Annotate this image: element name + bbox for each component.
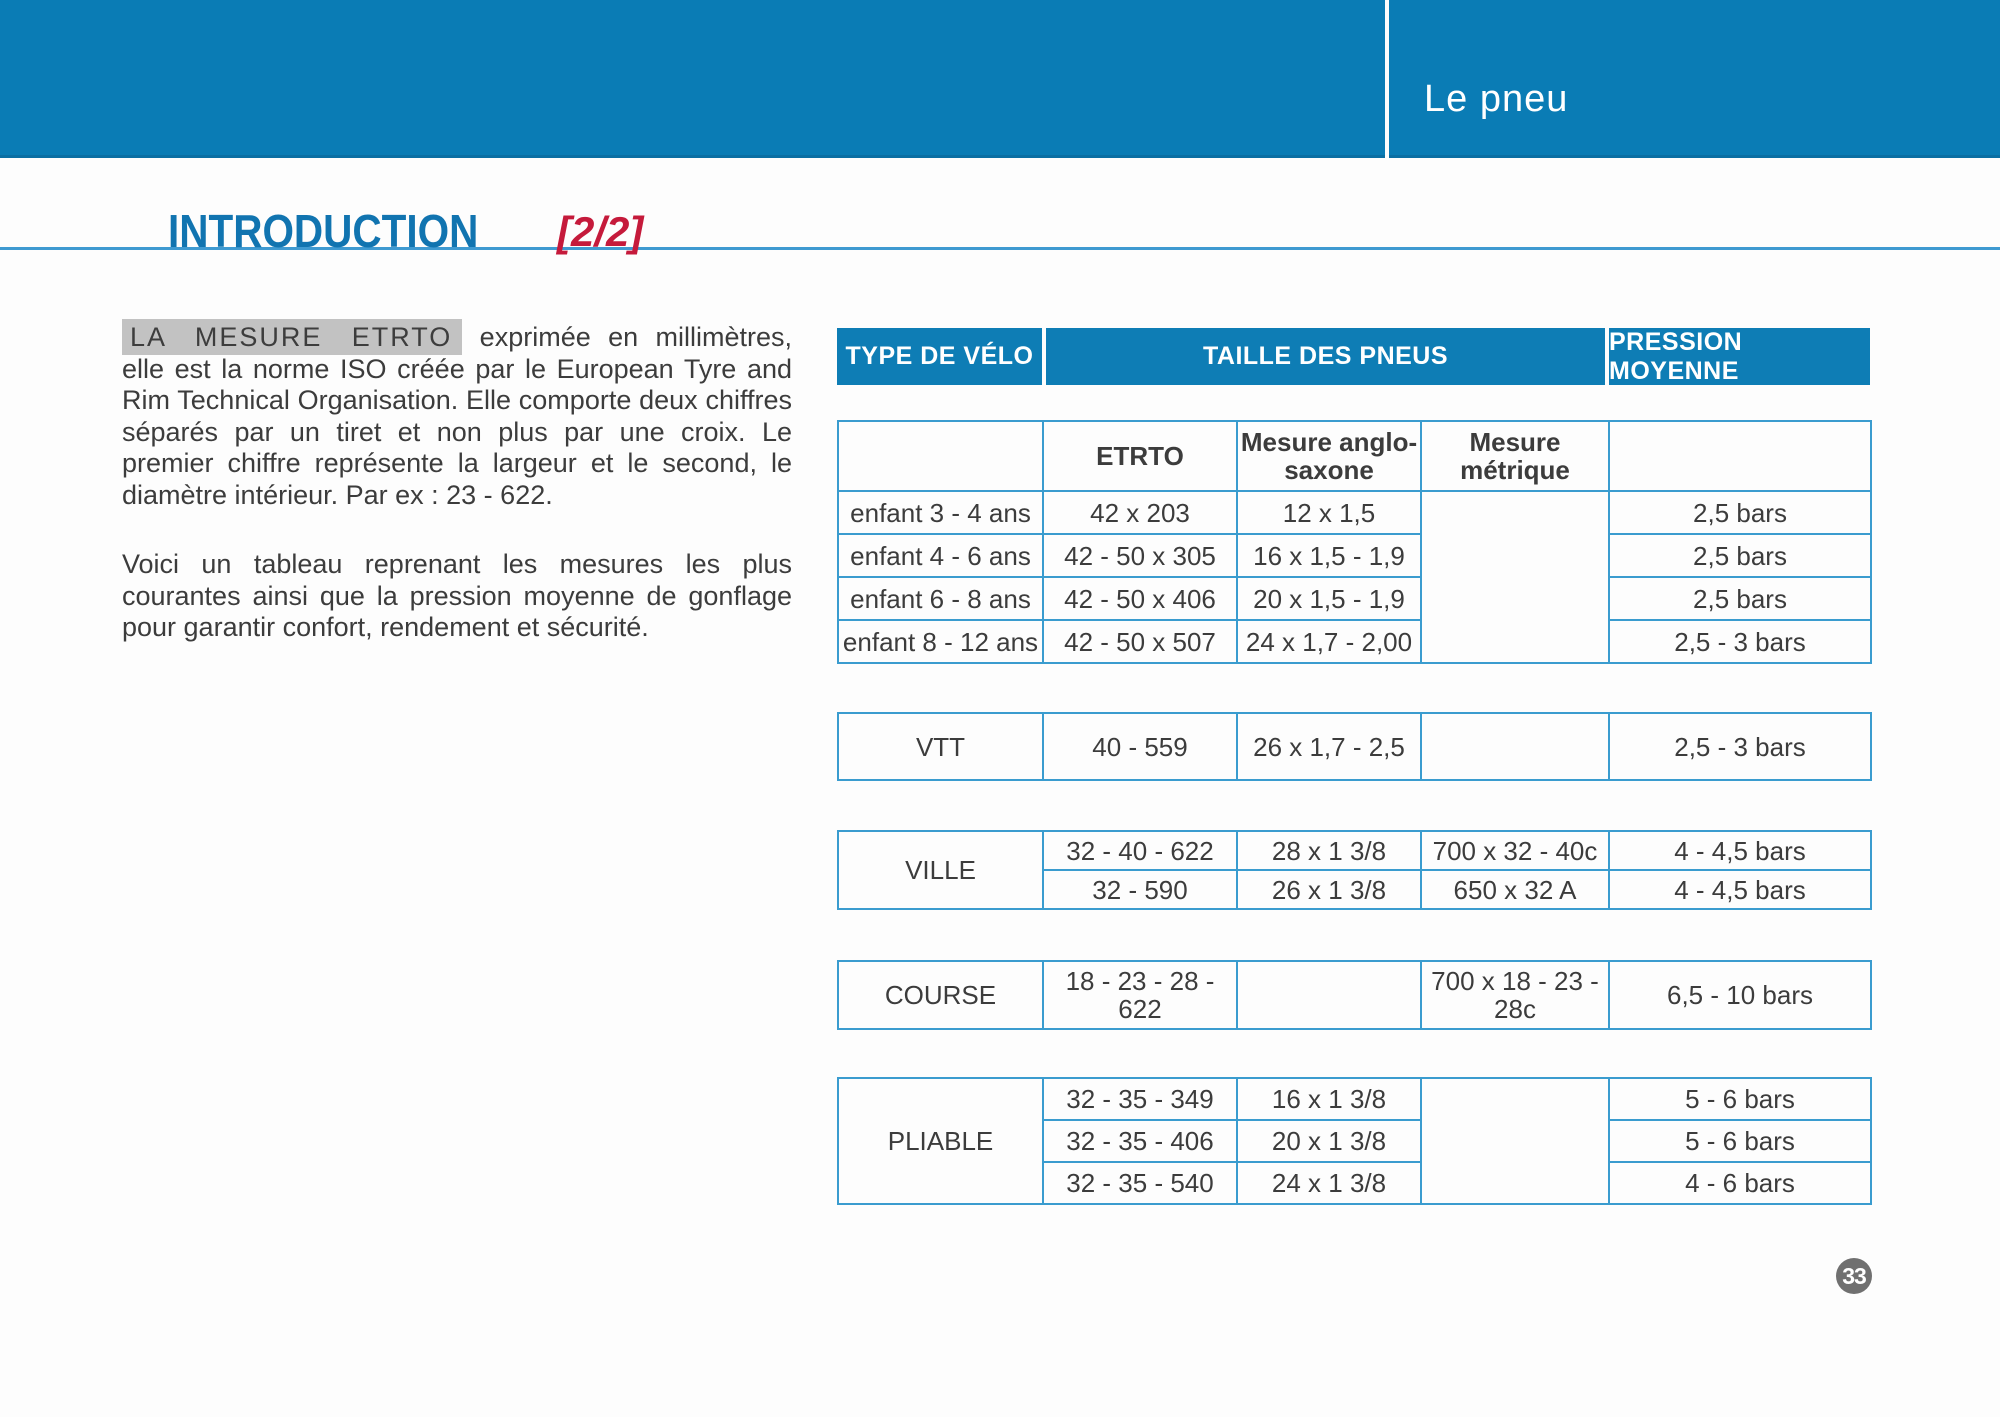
- header-type-de-velo: TYPE DE VÉLO: [837, 328, 1042, 385]
- table-row: [838, 491, 1871, 534]
- subheader-metrique: Mesure métrique: [1421, 421, 1609, 491]
- cell-anglo: 12 x 1,5: [1237, 491, 1421, 534]
- cell-anglo: 26 x 1,7 - 2,5: [1237, 713, 1421, 780]
- table-row: [838, 1078, 1871, 1120]
- table-header-bar: [837, 328, 1870, 385]
- pliable-table: [837, 1077, 1872, 1205]
- subheader-anglo-saxone: Mesure anglo-saxone: [1237, 421, 1421, 491]
- cell-etrto: 40 - 559: [1043, 713, 1237, 780]
- table-row: [838, 831, 1871, 870]
- cell-pression: 2,5 bars: [1609, 491, 1871, 534]
- cell-metrique-empty: [1421, 713, 1609, 780]
- cell-type: enfant 8 - 12 ans: [838, 620, 1043, 663]
- table-row: [838, 961, 1871, 1029]
- cell-pression: 5 - 6 bars: [1609, 1078, 1871, 1120]
- top-banner: [0, 0, 2000, 158]
- subheader-empty-cell: [838, 421, 1043, 491]
- table-row: [838, 534, 1871, 577]
- cell-etrto: 32 - 35 - 406: [1043, 1120, 1237, 1162]
- cell-anglo: 16 x 1 3/8: [1237, 1078, 1421, 1120]
- cell-anglo: 26 x 1 3/8: [1237, 870, 1421, 909]
- ville-table: [837, 830, 1872, 910]
- course-table: [837, 960, 1872, 1030]
- cell-anglo: 24 x 1 3/8: [1237, 1162, 1421, 1204]
- subheader-etrto: ETRTO: [1043, 421, 1237, 491]
- cell-type: COURSE: [838, 961, 1043, 1029]
- cell-type: enfant 3 - 4 ans: [838, 491, 1043, 534]
- cell-etrto: 42 - 50 x 305: [1043, 534, 1237, 577]
- page-title: INTRODUCTION: [168, 205, 479, 257]
- cell-metrique: 700 x 32 - 40c: [1421, 831, 1609, 870]
- cell-pression: 5 - 6 bars: [1609, 1120, 1871, 1162]
- table-row: [838, 620, 1871, 663]
- cell-type: VILLE: [838, 831, 1043, 909]
- cell-pression: 2,5 - 3 bars: [1609, 620, 1871, 663]
- cell-anglo: 20 x 1 3/8: [1237, 1120, 1421, 1162]
- cell-pression: 4 - 4,5 bars: [1609, 870, 1871, 909]
- cell-metrique-empty: [1421, 1078, 1609, 1204]
- header-pression-moyenne: PRESSION MOYENNE: [1609, 328, 1870, 385]
- cell-type: enfant 4 - 6 ans: [838, 534, 1043, 577]
- cell-metrique: 650 x 32 A: [1421, 870, 1609, 909]
- cell-pression: 2,5 - 3 bars: [1609, 713, 1871, 780]
- etrto-highlight: LA MESURE ETRTO: [122, 319, 462, 355]
- cell-anglo-empty: [1237, 961, 1421, 1029]
- cell-etrto: 32 - 35 - 540: [1043, 1162, 1237, 1204]
- cell-anglo: 24 x 1,7 - 2,00: [1237, 620, 1421, 663]
- cell-anglo: 20 x 1,5 - 1,9: [1237, 577, 1421, 620]
- intro-paragraph-1-text: exprimée en millimètres, elle est la norme ISO créée par le European Tyre and Rim Technical Organisation. Elle comporte deux chiffres séparés par un tiret et non plus par une croix. Le premier chiffre représente la largeur et le second, le diamètre intérieur. Par ex : 23 - 622.: [122, 322, 792, 510]
- cell-etrto: 32 - 590: [1043, 870, 1237, 909]
- cell-pression: 4 - 6 bars: [1609, 1162, 1871, 1204]
- intro-paragraph-1: [122, 322, 792, 511]
- page-number-badge: 33: [1836, 1258, 1872, 1294]
- cell-etrto: 18 - 23 - 28 - 622: [1043, 961, 1237, 1029]
- cell-anglo: 16 x 1,5 - 1,9: [1237, 534, 1421, 577]
- subheader-row: [838, 421, 1871, 491]
- cell-type: PLIABLE: [838, 1078, 1043, 1204]
- intro-paragraph-2: Voici un tableau reprenant les mesures les plus courantes ainsi que la pression moyenne de gonflage pour garantir confort, rendement et sécurité.: [122, 549, 792, 642]
- cell-metrique: 700 x 18 - 23 - 28c: [1421, 961, 1609, 1029]
- chapter-title: Le pneu: [1424, 78, 1569, 120]
- page-title-part-indicator: [2/2]: [557, 208, 644, 255]
- table-row: [838, 577, 1871, 620]
- enfant-table: [837, 420, 1872, 664]
- cell-type: VTT: [838, 713, 1043, 780]
- cell-pression: 6,5 - 10 bars: [1609, 961, 1871, 1029]
- banner-divider-line: [1385, 0, 1389, 158]
- vtt-table: [837, 712, 1872, 781]
- cell-type: enfant 6 - 8 ans: [838, 577, 1043, 620]
- cell-anglo: 28 x 1 3/8: [1237, 831, 1421, 870]
- cell-pression: 2,5 bars: [1609, 534, 1871, 577]
- cell-etrto: 32 - 35 - 349: [1043, 1078, 1237, 1120]
- table-row: [838, 713, 1871, 780]
- cell-etrto: 42 x 203: [1043, 491, 1237, 534]
- cell-etrto: 32 - 40 - 622: [1043, 831, 1237, 870]
- subheader-empty-cell: [1609, 421, 1871, 491]
- cell-metrique-empty: [1421, 491, 1609, 663]
- cell-etrto: 42 - 50 x 507: [1043, 620, 1237, 663]
- cell-pression: 2,5 bars: [1609, 577, 1871, 620]
- cell-etrto: 42 - 50 x 406: [1043, 577, 1237, 620]
- intro-text-block: [122, 322, 792, 644]
- cell-pression: 4 - 4,5 bars: [1609, 831, 1871, 870]
- header-taille-des-pneus: TAILLE DES PNEUS: [1046, 328, 1605, 385]
